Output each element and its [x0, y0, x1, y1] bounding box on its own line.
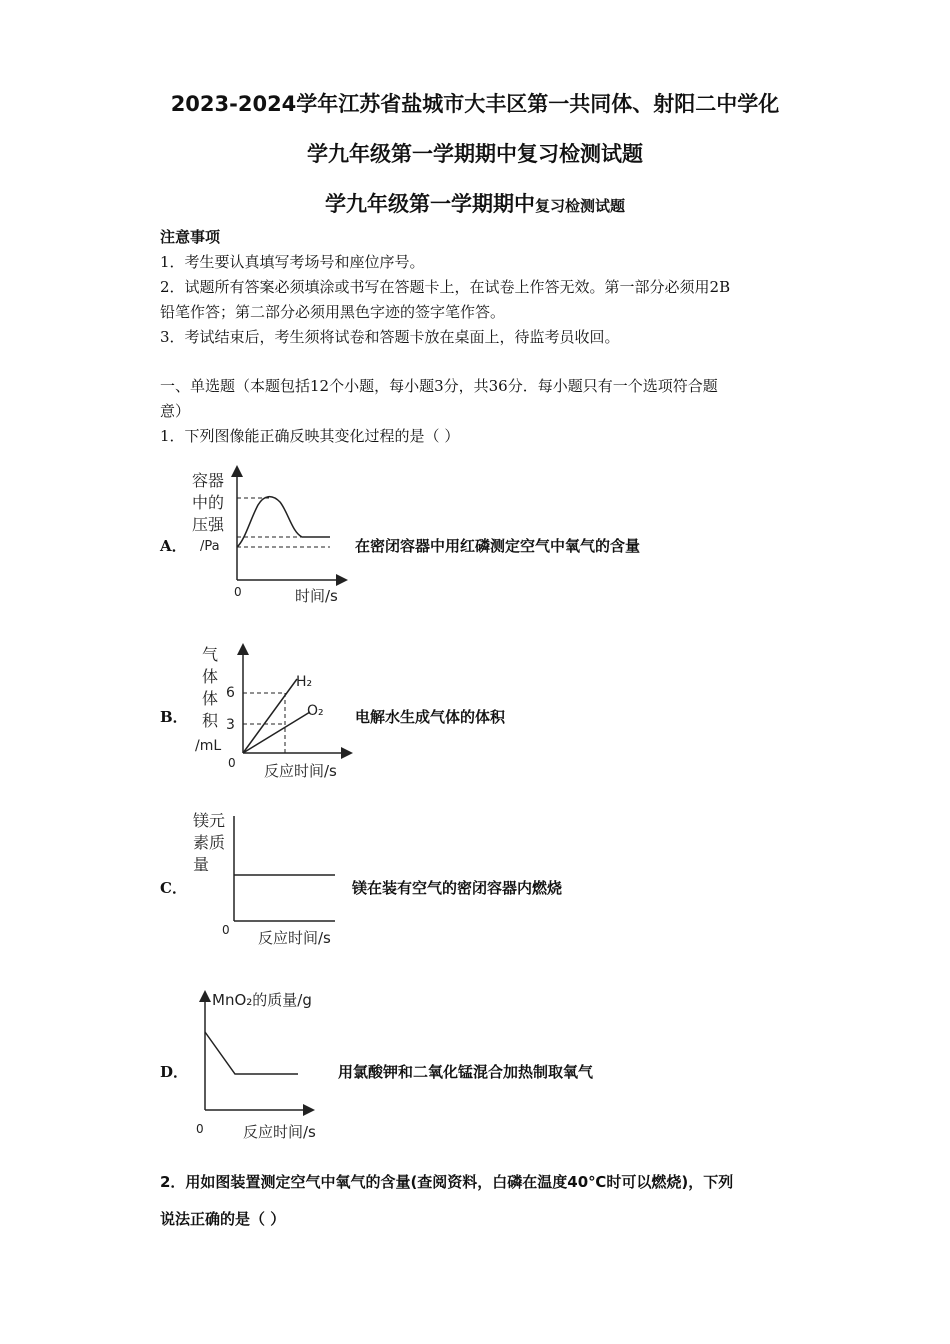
title-line-3	[0, 188, 950, 218]
b-ylabel-3: 体	[202, 689, 219, 708]
b-ylabel-1: 气	[202, 645, 219, 664]
notice-item-2b: 铅笔作答；第二部分必须用黑色字迹的签字笔作答。	[160, 303, 506, 321]
title-line-1: 2023-2024学年江苏省盐城市大丰区第一共同体、射阳二中学化	[170, 92, 780, 116]
c-ylabel-1: 镁元	[193, 811, 226, 830]
b-ylabel-4: 积	[202, 711, 219, 730]
d-origin: 0	[196, 1122, 204, 1136]
d-mass-line	[205, 1032, 298, 1074]
option-a-label: A．	[160, 537, 187, 555]
b-o2-line	[243, 712, 310, 753]
section1-heading-a: 一、单选题（本题包括12个小题，每小题3分，共36分．每小题只有一个选项符合题	[160, 377, 718, 395]
c-ylabel-3: 量	[193, 855, 210, 874]
option-a-desc: 在密闭容器中用红磷测定空气中氧气的含量	[355, 537, 641, 555]
b-ylabel-2: 体	[202, 667, 219, 686]
c-ylabel-2: 素质	[193, 833, 226, 852]
a-origin: 0	[234, 585, 242, 599]
notice-item-3: 3．考试结束后，考生须将试卷和答题卡放在桌面上，待监考员收回。	[160, 328, 620, 346]
q1-stem: 1．下列图像能正确反映其变化过程的是（ ）	[160, 427, 460, 445]
option-d-desc: 用氯酸钾和二氧化锰混合加热制取氧气	[338, 1063, 594, 1081]
notice-item-1: 1．考生要认真填写考场号和座位序号。	[160, 253, 425, 271]
d-xlabel: 反应时间/s	[243, 1123, 316, 1141]
a-ylabel-4: /Pa	[200, 539, 220, 554]
option-d-label: D．	[160, 1063, 189, 1081]
q2-line-a: 2．用如图装置测定空气中氧气的含量(查阅资料，白磷在温度40℃时可以燃烧)，下列	[160, 1173, 734, 1191]
d-ylabel: MnO₂的质量/g	[212, 991, 312, 1009]
b-h2-line	[243, 679, 297, 753]
a-ylabel-1: 容器	[192, 471, 225, 490]
b-tick-3: 3	[226, 717, 235, 733]
title-line-3-big: 学九年级第一学期期中	[324, 192, 535, 216]
option-c-desc: 镁在装有空气的密闭容器内燃烧	[352, 879, 563, 897]
title-line-3-small: 复习检测试题	[534, 197, 625, 215]
b-xlabel: 反应时间/s	[264, 762, 337, 780]
option-c-label: C．	[160, 879, 187, 897]
a-ylabel-3: 压强	[192, 515, 225, 534]
option-d-graph	[190, 985, 350, 1145]
b-series-o2: O₂	[307, 703, 324, 719]
option-b-graph	[190, 640, 360, 785]
a-ylabel-2: 中的	[192, 493, 225, 512]
b-series-h2: H₂	[296, 674, 313, 690]
notice-item-2a: 2．试题所有答案必须填涂或书写在答题卡上，在试卷上作答无效。第一部分必须用2B	[160, 278, 731, 296]
a-xlabel: 时间/s	[295, 587, 338, 605]
b-tick-6: 6	[226, 685, 235, 701]
option-b-desc: 电解水生成气体的体积	[355, 708, 506, 726]
b-ylabel-5: /mL	[195, 738, 222, 754]
title-line-2: 学九年级第一学期期中复习检测试题	[307, 142, 643, 166]
section1-heading-b: 意）	[160, 402, 191, 420]
option-c-graph	[185, 806, 355, 951]
c-origin: 0	[222, 923, 230, 937]
option-a-graph	[180, 460, 360, 610]
option-b-label: B．	[160, 708, 188, 726]
q2-line-b: 说法正确的是（ ）	[160, 1210, 286, 1228]
c-xlabel: 反应时间/s	[258, 929, 331, 947]
b-origin: 0	[228, 756, 236, 770]
a-pressure-curve	[237, 497, 330, 547]
notice-heading: 注意事项	[160, 228, 221, 246]
